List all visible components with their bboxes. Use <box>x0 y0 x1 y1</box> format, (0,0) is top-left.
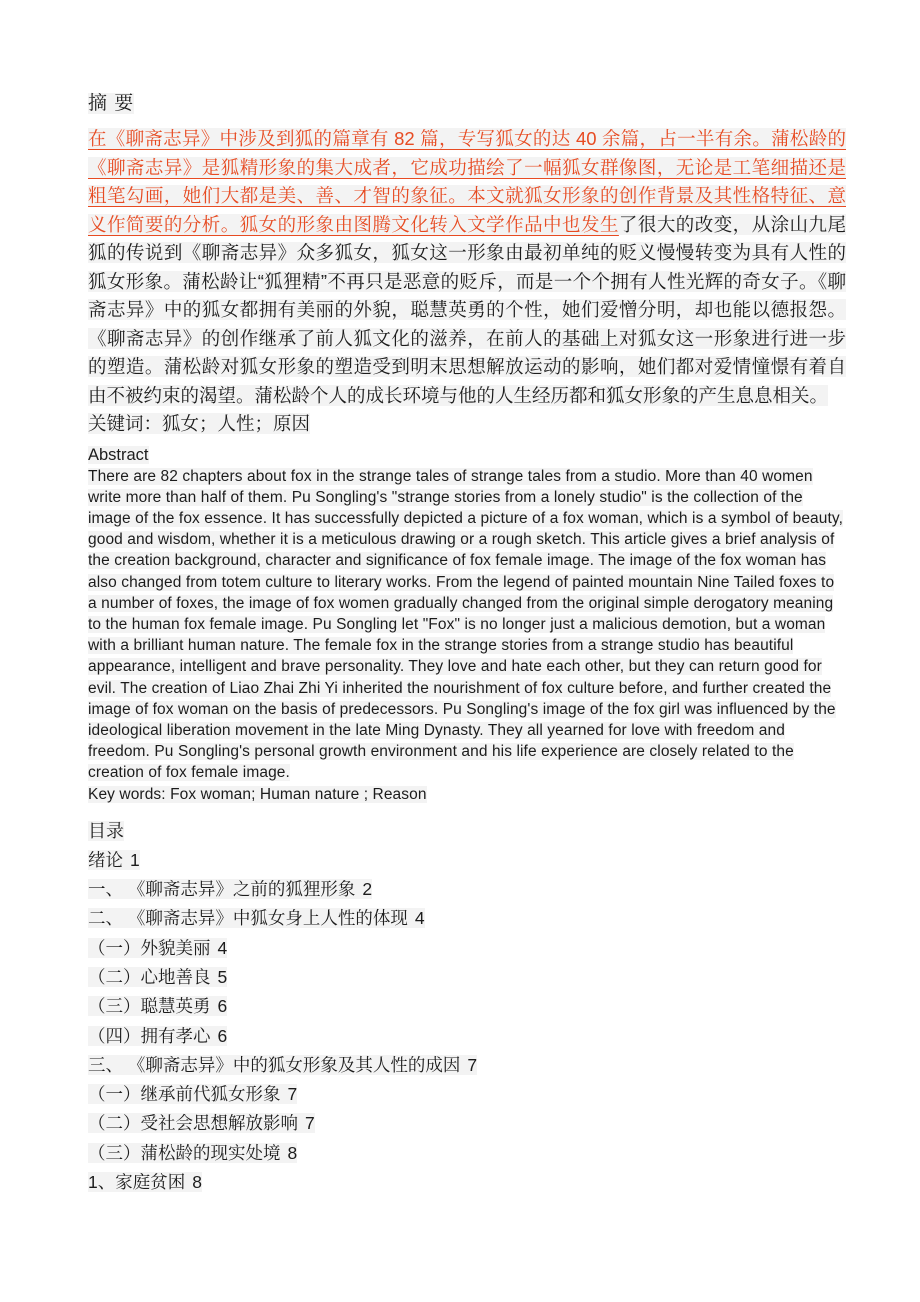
toc-entry-page: 8 <box>287 1142 298 1163</box>
toc-entry-label: 绪论 <box>88 849 123 870</box>
toc-entry-section-2-1 <box>88 934 846 963</box>
abstract-zh-heading <box>88 90 846 118</box>
toc-entry-page: 6 <box>217 1025 228 1046</box>
toc-entry-page: 7 <box>467 1054 478 1075</box>
abstract-en-paragraph <box>88 466 846 784</box>
abstract-en-body-text: There are 82 chapters about fox in the strange tales of strange tales from a studio. More than 40 women write more than half of them. Pu Songling's "strange stories from a lonely studio" is the collection of the image of the fox essence. It has successfully depicted a picture of a fox woman, which is a symbol of beauty, good and wisdom, whether it is a meticulous drawing or a rough sketch. This article gives a brief analysis of the creation background, character and significance of fox female image. The image of the fox woman has also changed from totem culture to literary works. From the legend of painted mountain Nine Tailed foxes to a number of foxes, the image of fox women gradually changed from the original simple derogatory meaning to the human fox female image. Pu Songling let "Fox" is no longer just a malicious demotion, but a woman with a brilliant human nature. The female fox in the strange stories from a strange studio has beautiful appearance, intelligent and brave personality. They love and hate each other, but they can return good for evil. The creation of Liao Zhai Zhi Yi inherited the nourishment of fox culture before, and further created the image of fox woman on the basis of predecessors. Pu Songling's image of the fox girl was influenced by the ideological liberation movement in the late Ming Dynasty. They all yearned for love with freedom and freedom. Pu Songling's personal growth environment and his life experience are closely related to the creation of fox female image. <box>88 467 843 782</box>
toc-entry-page: 7 <box>305 1113 315 1134</box>
toc-entry-page: 1 <box>130 849 140 870</box>
toc-entry-page: 8 <box>192 1172 202 1193</box>
toc-entry-section-2-2 <box>88 963 846 992</box>
keywords-zh-line <box>88 410 846 439</box>
toc-entry-page: 5 <box>217 966 228 987</box>
toc-entry-section-3-1 <box>88 1080 846 1109</box>
abstract-en-heading <box>88 445 846 466</box>
toc-entry-section-2-3 <box>88 992 846 1021</box>
toc-entry-chapter-2 <box>88 904 846 933</box>
toc-entry-chapter-3 <box>88 1051 846 1080</box>
toc-entry-label: （四）拥有孝心 <box>88 1025 211 1046</box>
abstract-zh-heading-text: 摘 要 <box>88 93 135 114</box>
toc-entry-label: 一、 《聊斋志异》之前的狐狸形象 <box>88 879 356 900</box>
toc-entry-label: 1、家庭贫困 <box>88 1172 186 1193</box>
toc-entry-label: 三、 《聊斋志异》中的狐女形象及其人性的成因 <box>88 1054 461 1075</box>
toc-entry-label: （一）继承前代狐女形象 <box>88 1084 281 1105</box>
toc-entry-label: （二）心地善良 <box>88 966 211 987</box>
toc-heading-text: 目录 <box>88 820 124 841</box>
toc-entry-section-3-3 <box>88 1139 846 1168</box>
toc-entry-label: （三）聪慧英勇 <box>88 996 211 1017</box>
toc-entry-page: 4 <box>217 937 228 958</box>
abstract-zh-body-text: 了很大的改变，从涂山九尾狐的传说到《聊斋志异》众多狐女，狐女这一形象由最初单纯的贬义慢慢转变为具有人性的狐女形象。蒲松龄让“狐狸精”不再只是恶意的贬斥，而是一个个拥有人性光辉的奇女子。《聊斋志异》中的狐女都拥有美丽的外貌，聪慧英勇的个性，她们爱憎分明，却也能以德报怨。《聊斋志异》的创作继承了前人狐文化的滋养，在前人的基础上对狐女这一形象进行进一步的塑造。蒲松龄对狐女形象的塑造受到明末思想解放运动的影响，她们都对爱情憧憬有着自由不被约束的渴望。蒲松龄个人的成长环境与他的人生经历都和狐女形象的产生息息相关。 <box>88 213 846 406</box>
toc-entry-label: 二、 《聊斋志异》中狐女身上人性的体现 <box>88 908 408 929</box>
abstract-zh-paragraph <box>88 125 846 410</box>
toc-entry-item-3-3-1 <box>88 1168 846 1197</box>
toc-entry-label: （一）外貌美丽 <box>88 937 211 958</box>
toc-entry-page: 6 <box>217 996 228 1017</box>
toc-entry-page: 2 <box>362 879 373 900</box>
toc-entry-label: （三）蒲松龄的现实处境 <box>88 1142 281 1163</box>
keywords-en-line <box>88 784 846 805</box>
toc-heading <box>88 817 846 845</box>
toc-entry-chapter-1 <box>88 875 846 904</box>
toc-entry-label: （二）受社会思想解放影响 <box>88 1113 298 1134</box>
toc-entry-intro <box>88 846 846 875</box>
table-of-contents <box>88 846 846 1198</box>
document-page <box>88 90 846 1197</box>
abstract-zh-inserted-text: 在《聊斋志异》中涉及到狐的篇章有 82 篇，专写狐女的达 40 余篇，占一半有余。蒲松龄的《聊斋志异》是狐精形象的集大成者，它成功描绘了一幅狐女群像图，无论是工笔细描还是粗笔勾画，她们大都是美、善、才智的象征。本文就狐女形象的创作背景及其性格特征、意义作简要的分析。狐女的形象由图腾文化转入文学作品中也发生 <box>88 128 846 235</box>
toc-entry-page: 7 <box>287 1084 298 1105</box>
keywords-en-text: Key words: Fox woman; Human nature ; Reason <box>88 785 427 803</box>
toc-entry-section-2-4 <box>88 1022 846 1051</box>
toc-entry-section-3-2 <box>88 1109 846 1138</box>
toc-entry-page: 4 <box>414 908 425 929</box>
keywords-zh-text: 关键词：狐女；人性；原因 <box>88 413 311 434</box>
abstract-en-heading-text: Abstract <box>88 445 149 464</box>
